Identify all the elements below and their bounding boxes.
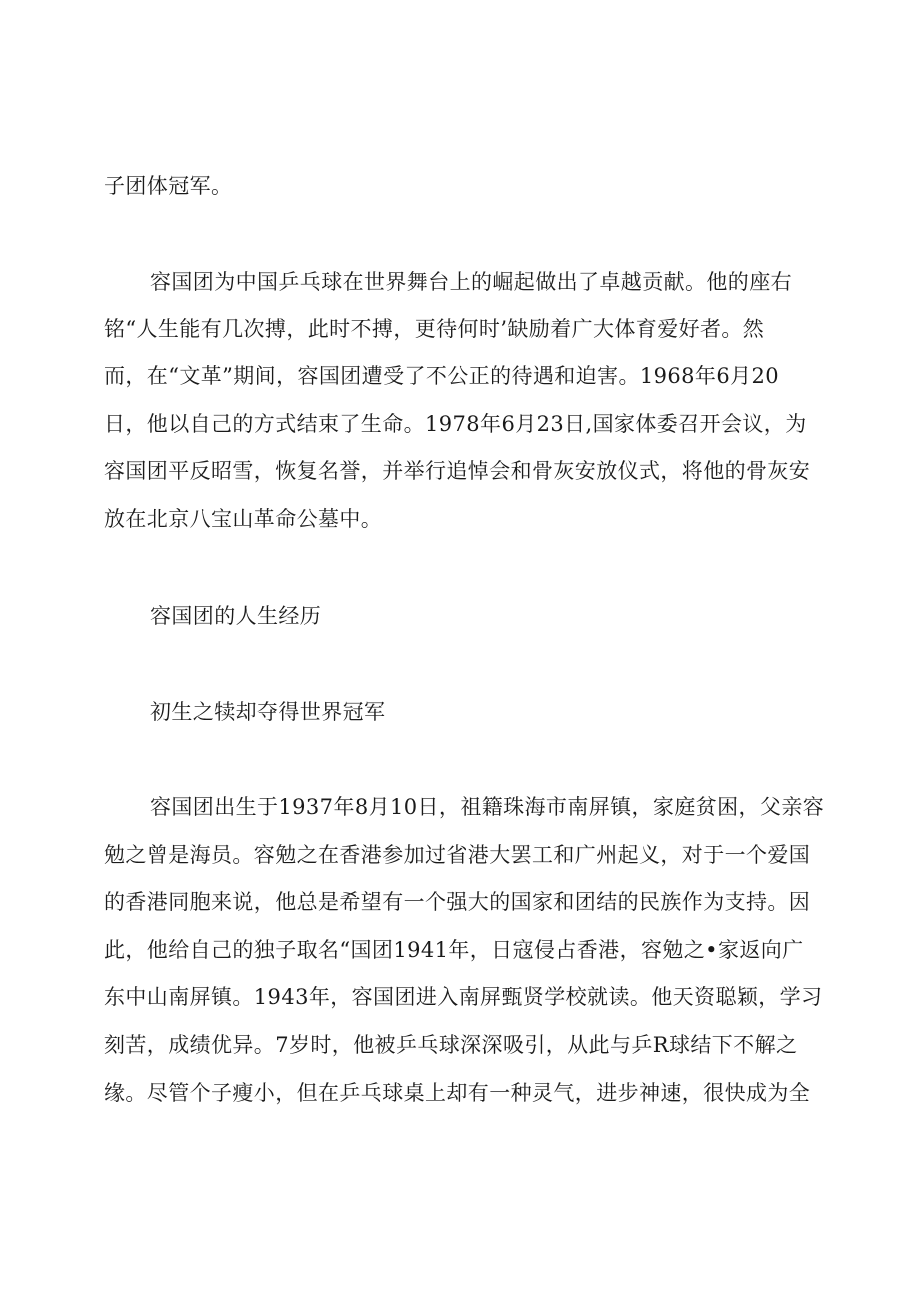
paragraph-2-line-4: 日，他以自己的方式结束了生命。1978年6月23日,国家体委召开会议，为 <box>104 412 807 436</box>
paragraph-2-line-1: 容国团为中国乒乓球在世界舞台上的崛起做出了卓越贡献。他的座右 <box>150 270 792 294</box>
paragraph-2-line-2: 铭“人生能有几次搏，此时不搏，更待何时’缺励着广大体育爱好者。然 <box>104 317 765 341</box>
paragraph-3-line-3: 的香港同胞来说，他总是希望有一个强大的国家和团结的民族作为支持。因 <box>104 890 811 914</box>
paragraph-2-line-6: 放在北京八宝山革命公墓中。 <box>104 507 383 531</box>
paragraph-2-line-5: 容国团平反昭雪，恢复名誉，并举行追悼会和骨灰安放仪式，将他的骨灰安 <box>104 459 811 483</box>
paragraph-3-line-1: 容国团出生于1937年8月10日，祖籍珠海市南屏镇，家庭贫困，父亲容 <box>150 795 825 819</box>
paragraph-3-line-7: 缘。尽管个子瘦小，但在乒乓球桌上却有一种灵气，进步神速，很快成为全 <box>104 1081 811 1105</box>
paragraph-3-line-4: 此，他给自己的独子取名“国团1941年，日寇侵占香港，容勉之•家返向广 <box>104 938 804 962</box>
paragraph-3-line-6: 刻苦，成绩优异。7岁时，他被乒乓球深深吸引，从此与乒R球结下不解之 <box>104 1033 798 1057</box>
section-heading: 容国团的人生经历 <box>150 604 322 628</box>
paragraph-3-line-5: 东中山南屏镇。1943年，容国团进入南屏甄贤学校就读。他天资聪颖，学习 <box>104 985 823 1009</box>
paragraph-1-line-1: 子团体冠军。 <box>104 174 233 198</box>
paragraph-2-line-3: 而，在“文革”期间，容国团遭受了不公正的待遇和迫害。1968年6月20 <box>104 364 779 388</box>
subsection-heading: 初生之犊却夺得世界冠军 <box>150 700 386 724</box>
paragraph-3-line-2: 勉之曾是海员。容勉之在香港参加过省港大罢工和广州起义，对于一个爱国 <box>104 843 811 867</box>
